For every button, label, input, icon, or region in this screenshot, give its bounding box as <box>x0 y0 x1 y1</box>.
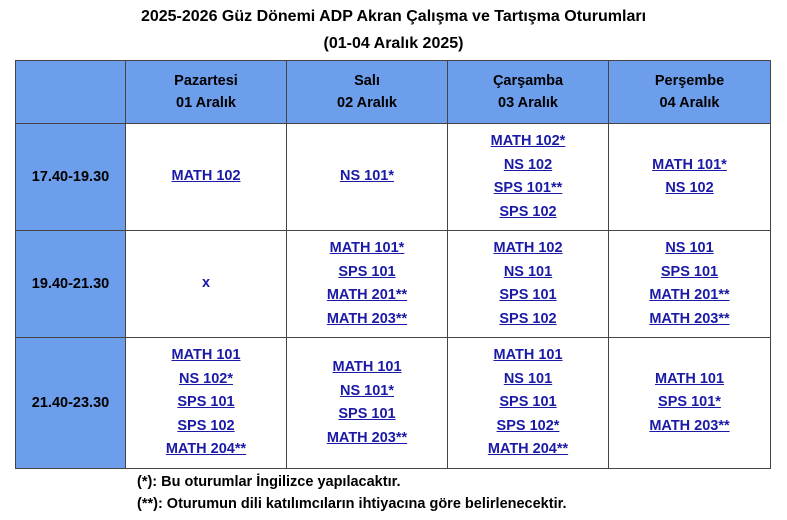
day-date: 04 Aralık <box>659 95 720 111</box>
course-link[interactable]: SPS 101 <box>338 263 396 280</box>
course-link[interactable]: MATH 201** <box>649 287 730 303</box>
course-link[interactable]: MATH 203** <box>326 310 408 327</box>
day-date: 03 Aralık <box>498 95 558 111</box>
course-link[interactable]: MATH 101* <box>652 156 727 173</box>
day-header <box>126 61 287 124</box>
course-link[interactable]: SPS 102 <box>499 203 557 220</box>
course-link[interactable]: MATH 204** <box>487 441 569 458</box>
course-link[interactable]: MATH 203** <box>326 429 408 446</box>
course-link[interactable]: SPS 102 <box>177 417 235 434</box>
time-slot-row <box>16 338 771 469</box>
day-name: Salı <box>354 73 380 89</box>
page-title: 2025-2026 Güz Dönemi ADP Akran Çalışma ve Tartışma Oturumları <box>140 8 647 25</box>
session-cell <box>448 338 609 469</box>
day-date: 01 Aralık <box>176 95 236 111</box>
course-link[interactable]: MATH 102 <box>493 240 563 256</box>
course-link[interactable]: SPS 101 <box>338 406 396 422</box>
course-link[interactable]: SPS 101* <box>658 394 721 411</box>
session-cell <box>609 338 771 469</box>
course-link[interactable]: SPS 102* <box>496 417 560 434</box>
course-link[interactable]: MATH 101 <box>332 359 402 375</box>
course-link[interactable]: NS 102* <box>178 370 233 387</box>
day-header <box>287 61 448 124</box>
page-subtitle-dates: (01-04 Aralık 2025) <box>323 35 464 52</box>
session-cell <box>126 338 287 469</box>
course-link[interactable]: SPS 101** <box>493 180 563 196</box>
time-slot: 21.40-23.30 <box>16 338 126 469</box>
corner-cell <box>16 61 126 124</box>
course-link[interactable]: SPS 101 <box>177 394 235 411</box>
course-link[interactable]: SPS 101 <box>499 287 557 303</box>
no-session-mark: x <box>201 275 211 292</box>
time-slot-row <box>16 231 771 338</box>
time-slot-row <box>16 124 771 231</box>
session-cell <box>287 231 448 338</box>
day-date: 02 Aralık <box>337 95 397 111</box>
course-link[interactable]: MATH 201** <box>326 287 408 303</box>
course-link[interactable]: MATH 101* <box>329 240 405 256</box>
session-cell <box>287 338 448 469</box>
course-link[interactable]: NS 101 <box>503 370 553 387</box>
course-link[interactable]: MATH 204** <box>165 441 247 458</box>
time-slot: 17.40-19.30 <box>16 124 126 231</box>
course-link[interactable]: SPS 102 <box>499 310 557 327</box>
course-link[interactable]: MATH 203** <box>649 310 730 327</box>
course-link[interactable]: MATH 102* <box>490 133 566 149</box>
course-link[interactable]: NS 101 <box>665 240 714 256</box>
session-cell <box>448 124 609 231</box>
session-cell <box>609 231 771 338</box>
time-slot: 19.40-21.30 <box>16 231 126 338</box>
course-link[interactable]: MATH 101 <box>654 370 725 387</box>
footnote-language: (**): Oturumun dili katılımcıların ihtiyacına göre belirlenecektir. <box>137 496 567 512</box>
day-name: Çarşamba <box>492 73 564 89</box>
day-header <box>609 61 771 124</box>
course-link[interactable]: SPS 101 <box>499 394 557 411</box>
course-link[interactable]: MATH 203** <box>649 417 730 434</box>
course-link[interactable]: NS 101 <box>503 263 553 280</box>
session-cell <box>448 231 609 338</box>
footnote-english: (*): Bu oturumlar İngilizce yapılacaktır. <box>137 474 401 490</box>
day-name: Pazartesi <box>174 73 238 89</box>
course-link[interactable]: MATH 101 <box>171 347 241 364</box>
course-link[interactable]: NS 102 <box>503 156 553 173</box>
course-link[interactable]: MATH 101 <box>493 347 563 364</box>
header-row <box>16 61 771 124</box>
session-cell <box>126 231 287 338</box>
day-name: Perşembe <box>654 73 725 89</box>
day-header <box>448 61 609 124</box>
course-link[interactable]: NS 101* <box>339 168 394 185</box>
session-cell <box>126 124 287 231</box>
session-cell <box>609 124 771 231</box>
course-link[interactable]: NS 102 <box>665 180 714 196</box>
course-link[interactable]: NS 101* <box>339 382 394 399</box>
course-link[interactable]: SPS 101 <box>660 263 719 280</box>
schedule-table <box>15 60 771 469</box>
course-link[interactable]: MATH 102 <box>171 168 241 185</box>
session-cell <box>287 124 448 231</box>
